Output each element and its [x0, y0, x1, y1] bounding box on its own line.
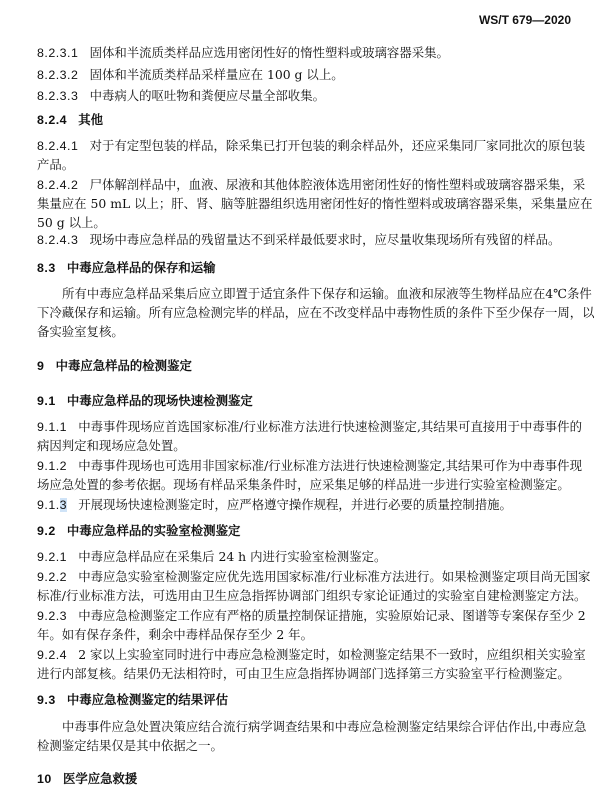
clause-9-1-1 — [37, 419, 582, 435]
paragraph-line: 下冷藏保存和运输。所有应急检测完毕的样品，应在不改变样品中毒物性质的条件下至少保存一周，以 — [37, 305, 595, 320]
clause-number: 9.2.1 — [37, 550, 68, 564]
clause-text-line: 进行内部复核。结果仍无法相符时，可由卫生应急指挥协调部门选择第三方实验室平行检测鉴定。 — [37, 666, 570, 681]
paragraph-line: 检测鉴定结果仅是其中依据之一。 — [37, 738, 223, 753]
clause-number: 9.1.1 — [37, 420, 68, 434]
clause-number — [37, 498, 67, 512]
heading-9-2 — [37, 523, 572, 539]
clause-8-2-4-3 — [37, 232, 572, 248]
clause-9-2-1 — [37, 549, 572, 565]
clause-text: 中毒事件现场也可选用非国家标准/行业标准方法进行快速检测鉴定,其结果可作为中毒事件现 — [78, 458, 582, 473]
clause-number: 9.2.3 — [37, 609, 68, 623]
heading-title: 医学应急救援 — [62, 771, 138, 786]
clause-text: 固体和半流质类样品应选用密闭性好的惰性塑料或玻璃容器采集。 — [89, 45, 449, 60]
text-selection-highlight[interactable]: 3 — [59, 498, 68, 512]
heading-number: 9.2 — [37, 524, 56, 538]
heading-number: 8.2.4 — [37, 113, 68, 127]
clause-8-2-3-3 — [37, 88, 572, 104]
heading-10 — [37, 771, 572, 787]
clause-8-2-4-1 — [37, 138, 586, 154]
clause-text: 现场中毒应急样品的残留量达不到采样最低要求时，应尽量收集现场所有残留的样品。 — [89, 232, 561, 247]
clause-number: 9.1.2 — [37, 459, 68, 473]
paragraph-line: 备实验室复核。 — [37, 324, 124, 339]
heading-9 — [37, 358, 572, 374]
clause-text: 固体和半流质类样品采样量应在 100 g 以上。 — [89, 67, 344, 82]
clause-text: 2 家以上实验室同时进行中毒应急检测鉴定时，如检测鉴定结果不一致时，应组织相关实验室 — [78, 647, 586, 662]
clause-number: 8.2.4.2 — [37, 178, 79, 192]
heading-9-3 — [37, 692, 572, 708]
heading-title: 中毒应急检测鉴定的结果评估 — [66, 692, 228, 707]
heading-title: 其他 — [78, 112, 103, 127]
clause-text-line: 年。如有保存条件，剩余中毒样品保存至少 2 年。 — [37, 627, 313, 642]
clause-number: 8.2.4.3 — [37, 233, 79, 247]
heading-number: 9.1 — [37, 394, 56, 408]
standard-code-header: WS/T 679—2020 — [478, 13, 571, 27]
clause-text-line: 标准/行业标准方法，可选用由卫生应急指挥协调部门组织专家论证通过的实验室自建检测鉴定方法。 — [37, 588, 587, 603]
heading-number: 9.3 — [37, 693, 56, 707]
clause-text-line: 产品。 — [37, 157, 75, 172]
heading-8-3 — [37, 260, 572, 276]
heading-9-1 — [37, 393, 572, 409]
clause-text-line: 场应急处置的参考依据。现场有样品采集条件时，应采集足够的样品进一步进行实验室检测鉴定。 — [37, 477, 570, 492]
heading-number: 10 — [37, 772, 52, 786]
heading-title: 中毒应急样品的现场快速检测鉴定 — [66, 393, 253, 408]
heading-number: 9 — [37, 359, 45, 373]
heading-number: 8.3 — [37, 261, 56, 275]
clause-number: 9.2.2 — [37, 570, 68, 584]
clause-8-2-3-1 — [37, 45, 572, 61]
clause-9-1-3 — [37, 497, 572, 513]
clause-8-2-4-2 — [37, 177, 586, 193]
clause-text: 中毒应急样品应在采集后 24 h 内进行实验室检测鉴定。 — [78, 549, 387, 564]
clause-text: 中毒应急检测鉴定工作应有严格的质量控制保证措施，实验原始记录、图谱等专案保存至少 2 — [78, 608, 586, 623]
clause-number: 8.2.3.2 — [37, 68, 79, 82]
heading-title: 中毒应急样品的保存和运输 — [66, 260, 216, 275]
clause-text: 中毒病人的呕吐物和粪便应尽量全部收集。 — [89, 88, 325, 103]
clause-8-2-3-2 — [37, 67, 572, 83]
clause-number: 8.2.3.1 — [37, 46, 79, 60]
paragraph-line: 中毒事件应急处置决策应结合流行病学调查结果和中毒应急检测鉴定结果综合评估作出,中毒应急 — [62, 719, 587, 734]
clause-text: 尸体解剖样品中，血液、尿液和其他体腔液体选用密闭性好的惰性塑料或玻璃容器采集，采 — [89, 177, 586, 192]
clause-text: 开展现场快速检测鉴定时，应严格遵守操作规程，并进行必要的质量控制措施。 — [78, 497, 512, 512]
clause-text: 中毒应急实验室检测鉴定应优先选用国家标准/行业标准方法进行。如果检测鉴定项目尚无国家 — [78, 569, 591, 584]
clause-text-line: 病因判定和现场应急处置。 — [37, 438, 186, 453]
clause-9-2-3 — [37, 608, 586, 624]
clause-9-2-4 — [37, 647, 586, 663]
clause-number: 9.2.4 — [37, 648, 68, 662]
clause-text: 对于有定型包装的样品，除采集已打开包装的剩余样品外，还应采集同厂家同批次的原包装 — [89, 138, 586, 153]
heading-8-2-4 — [37, 112, 572, 128]
clause-9-2-2 — [37, 569, 591, 585]
heading-title: 中毒应急样品的实验室检测鉴定 — [66, 523, 241, 538]
clause-text: 中毒事件现场应首选国家标准/行业标准方法进行快速检测鉴定,其结果可直接用于中毒事件的 — [78, 419, 582, 434]
heading-title: 中毒应急样品的检测鉴定 — [55, 358, 192, 373]
clause-number: 8.2.3.3 — [37, 89, 79, 103]
paragraph-line: 所有中毒应急样品采集后应立即置于适宜条件下保存和运输。血液和尿液等生物样品应在4℃条件 — [62, 286, 592, 301]
clause-text-line: 50 g 以上。 — [37, 215, 106, 230]
clause-number-part: 9.1. — [37, 498, 60, 512]
clause-9-1-2 — [37, 458, 582, 474]
clause-number: 8.2.4.1 — [37, 139, 79, 153]
clause-text-line: 集量应在 50 mL 以上；肝、肾、脑等脏器组织选用密闭性好的惰性塑料或玻璃容器采集，采集量应在 — [37, 196, 593, 211]
